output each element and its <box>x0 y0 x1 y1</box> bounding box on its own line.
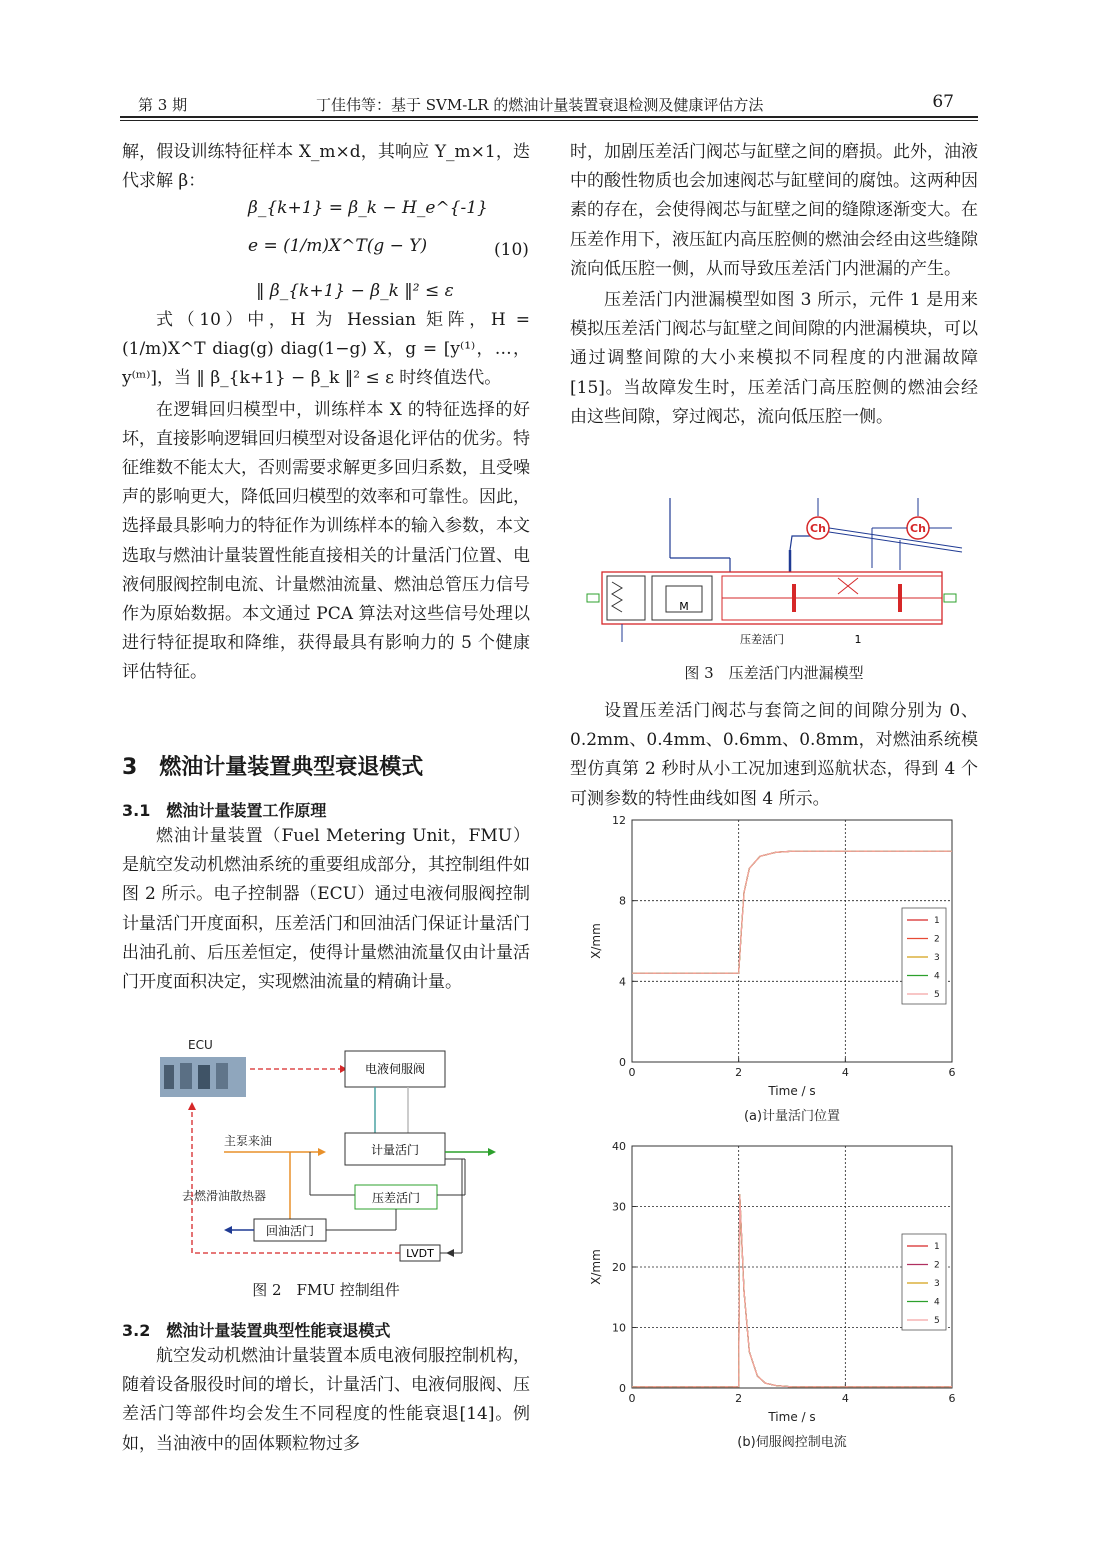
legend-entry: 5 <box>934 1316 940 1326</box>
y-tick-label: 0 <box>619 1056 626 1069</box>
page-number: 67 <box>932 92 954 112</box>
right-column-body <box>570 697 978 814</box>
chart-servo-valve-current <box>580 1134 980 1454</box>
y-axis-label: X/mm <box>589 1249 603 1285</box>
equation-line-3: ‖ β_{k+1} − β_k ‖² ≤ ε <box>256 281 454 301</box>
figure-3-caption: 图 3 压差活门内泄漏模型 <box>684 664 864 682</box>
left-column-body-3 <box>122 1342 530 1459</box>
left-column-body <box>122 306 530 688</box>
lube-cooler-label: 去燃滑油散热器 <box>181 1189 267 1203</box>
paragraph: 燃油计量装置（Fuel Metering Unit，FMU）是航空发动机燃油系统的重要组成部分，其控制组件如图 2 所示。电子控制器（ECU）通过电液伺服阀控制计量活门开度面积，压差活门和回油活门保证计量活门出油孔前、后压差恒定，使得计量燃油流量仅由计量活门开度面积决定，实现燃油流量的精确计量。 <box>122 826 530 993</box>
equation-line-1: β_{k+1} = β_k − H_e^{-1} <box>248 198 488 218</box>
metering-valve-label: 计量活门 <box>370 1143 420 1157</box>
legend-entry: 3 <box>934 953 940 963</box>
y-tick-label: 8 <box>619 894 626 908</box>
legend-entry: 2 <box>934 934 940 945</box>
left-column-body-2 <box>122 822 530 997</box>
x-axis-label: Time / s <box>768 1084 816 1098</box>
x-tick-label: 2 <box>735 1392 743 1405</box>
equation-number: (10) <box>494 240 529 260</box>
figure-3-leak-model <box>582 490 972 652</box>
paragraph: 解，假设训练特征样本 X_m×d，其响应 Y_m×1，迭代求解 β： <box>122 142 530 192</box>
legend-entry: 4 <box>934 971 940 982</box>
paragraph: 在逻辑回归模型中，训练样本 X 的特征选择的好坏，直接影响逻辑回归模型对设备退化评估的优劣。特征维数不能太大，否则需要求解更多回归系数，且受噪声的影响更大，降低回归模型的效率和可靠性。因此，选择最具影响力的特征作为训练样本的输入参数，本文选取与燃油计量装置性能直接相关的计量活门位置、电液伺服阀控制电流、计量燃油流量、燃油总管压力信号作为原始数据。本文通过 PCA 算法对这些信号处理以进行特征提取和降维，获得最具有影响力的 5 个健康评估特征。 <box>122 399 530 683</box>
ch-sensor-label: Ch <box>810 522 826 535</box>
legend-entry: 4 <box>934 1297 940 1308</box>
header-title: 丁佳伟等：基于 SVM-LR 的燃油计量装置衰退检测及健康评估方法 <box>316 96 764 114</box>
legend-entry: 3 <box>934 1279 940 1289</box>
chart-metering-valve-position <box>580 808 980 1128</box>
legend-entry: 2 <box>934 1260 940 1271</box>
paragraph: 时，加剧压差活门阀芯与缸壁之间的磨损。此外，油液中的酸性物质也会加速阀芯与缸壁间的腐蚀。这两种因素的存在，会使得阀芯与缸壁之间的缝隙逐渐变大。在压差作用下，液压缸内高压腔侧的燃油会经由这些缝隙流向低压腔一侧，从而导致压差活门内泄漏的产生。 <box>570 142 978 279</box>
y-tick-label: 10 <box>612 1321 626 1335</box>
figure-2-fmu-diagram <box>150 1035 510 1270</box>
x-tick-label: 6 <box>948 1066 956 1079</box>
legend-entry: 5 <box>934 990 940 1000</box>
issue-number: 第 3 期 <box>138 96 188 114</box>
servo-valve-label: 电液伺服阀 <box>364 1062 426 1076</box>
paragraph: 压差活门内泄漏模型如图 3 所示，元件 1 是用来模拟压差活门阀芯与缸壁之间间隙的内泄漏模块，可以通过调整间隙的大小来模拟不同程度的内泄漏故障[15]。当故障发生时，压差活门高压腔侧的燃油会经由这些间隙，穿过阀芯，流向低压腔一侧。 <box>570 290 978 427</box>
y-tick-label: 20 <box>612 1261 626 1274</box>
legend-entry: 1 <box>934 1242 940 1252</box>
diff-valve-label: 压差活门 <box>371 1191 421 1205</box>
y-tick-label: 40 <box>612 1140 626 1153</box>
x-tick-label: 4 <box>841 1392 849 1405</box>
diff-valve-label: 压差活门 <box>740 633 784 646</box>
x-tick-label: 4 <box>841 1066 849 1079</box>
header-rule <box>120 116 978 118</box>
x-tick-label: 2 <box>735 1066 743 1079</box>
y-tick-label: 0 <box>619 1382 626 1395</box>
section-heading: 3 燃油计量装置典型衰退模式 <box>122 755 424 780</box>
legend-entry: 1 <box>934 916 940 926</box>
element-1-label: 1 <box>854 633 862 646</box>
x-axis-label: Time / s <box>768 1410 816 1424</box>
figure-2-caption: 图 2 FMU 控制组件 <box>252 1281 400 1299</box>
subsection-heading: 3.1 燃油计量装置工作原理 <box>122 801 327 820</box>
motor-label: M <box>679 600 689 613</box>
subsection-heading: 3.2 燃油计量装置典型性能衰退模式 <box>122 1321 391 1340</box>
paragraph: 航空发动机燃油计量装置本质电液伺服控制机构，随着设备服役时间的增长，计量活门、电液伺服阀、压差活门等部件均会发生不同程度的性能衰退[14]。例如，当油液中的固体颗粒物过多 <box>122 1346 530 1454</box>
y-axis-label: X/mm <box>589 923 603 959</box>
x-tick-label: 0 <box>628 1392 636 1405</box>
y-tick-label: 4 <box>619 975 626 989</box>
header-rule-thin <box>120 120 978 121</box>
paragraph: 式（10）中，H 为 Hessian 矩阵，H = (1/m)X^T diag(g) diag(1−g) X，g = [y⁽¹⁾，…，y⁽ᵐ⁾]，当 ‖ β_{k+1} − β_k ‖² ≤ ε 时终值迭代。 <box>122 310 530 389</box>
right-column <box>570 138 978 432</box>
y-tick-label: 30 <box>612 1200 626 1214</box>
running-header <box>120 92 978 118</box>
chart-caption: (b)伺服阀控制电流 <box>737 1435 847 1450</box>
x-tick-label: 6 <box>948 1392 956 1405</box>
x-tick-label: 0 <box>628 1066 636 1079</box>
left-column <box>122 138 530 196</box>
pump-label: 主泵来油 <box>224 1134 273 1148</box>
equation-line-2: e = (1/m)X^T(g − Y) <box>248 236 428 256</box>
ch-sensor-label: Ch <box>910 522 926 535</box>
lvdt-label: LVDT <box>406 1247 434 1260</box>
ecu-label: ECU <box>188 1038 213 1052</box>
y-tick-label: 12 <box>612 814 626 827</box>
chart-caption: (a)计量活门位置 <box>743 1109 841 1124</box>
return-valve-label: 回油活门 <box>265 1224 315 1238</box>
paragraph: 设置压差活门阀芯与套筒之间的间隙分别为 0、0.2mm、0.4mm、0.6mm、0.8mm，对燃油系统模型仿真第 2 秒时从小工况加速到巡航状态，得到 4 个可测参数的特性曲线如图 4 所示。 <box>570 701 978 809</box>
